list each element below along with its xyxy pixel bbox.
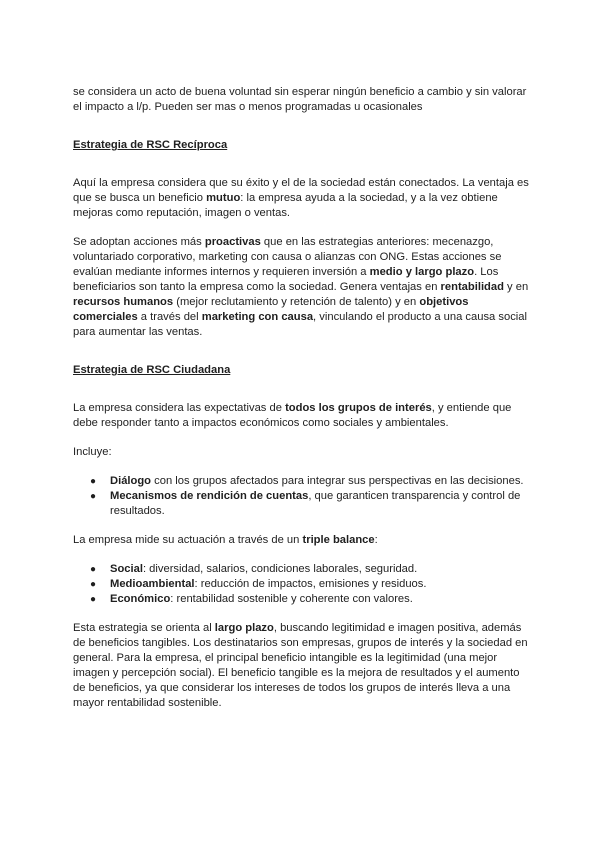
bold-term: rentabilidad (440, 281, 504, 293)
text-run: : diversidad, salarios, condiciones laborales, seguridad. (142, 563, 418, 575)
text-run: : la empresa ayuda a la sociedad, y a la vez obtiene mejoras como reputación, imagen o ventas. (73, 192, 498, 219)
bold-term: recursos humanos (73, 296, 174, 308)
bold-term: Diálogo (110, 475, 152, 487)
reciproca-paragraph-2 (73, 235, 531, 340)
bold-term: objetivos comerciales (73, 296, 469, 323)
bullet-icon: ● (90, 491, 97, 502)
ciudadana-paragraph-3 (73, 621, 531, 711)
bold-term: Social (110, 563, 143, 575)
bold-term: medio y largo plazo (369, 266, 475, 278)
bullet-icon: ● (90, 476, 97, 487)
triple-balance-list (73, 562, 531, 607)
bold-term: Mecanismos de rendición de cuentas (110, 490, 309, 502)
incluye-list (73, 474, 531, 519)
bullet-icon: ● (90, 594, 97, 605)
heading-ciudadana: Estrategia de RSC Ciudadana (73, 364, 231, 376)
bullet-icon: ● (90, 579, 97, 590)
heading-reciproca: Estrategia de RSC Recíproca (73, 139, 228, 151)
list-item (73, 562, 531, 577)
list-item (73, 474, 531, 489)
document-page (73, 85, 531, 711)
list-item (73, 592, 531, 607)
ciudadana-paragraph-2 (73, 533, 531, 548)
text-run: , buscando legitimidad e imagen positiva, además de beneficios tangibles. Los destinatarios son empresas, grupos de interés y la sociedad en general. Para la empresa, el principal beneficio intangible es la legitimidad (una mejor imagen y percepción social). El beneficio tangible es la mejora de resultados y el aumento de beneficios, ya que considerar los intereses de todos los grupos de interés lleva a una mayor rentabilidad sostenible. (73, 622, 528, 709)
text-run: : rentabilidad sostenible y coherente con valores. (170, 593, 413, 605)
list-item (73, 489, 531, 519)
intro-paragraph: se considera un acto de buena voluntad sin esperar ningún beneficio a cambio y sin valorar el impacto a l/p. Pueden ser mas o menos programadas u ocasionales (73, 86, 527, 113)
text-run: a través del (137, 311, 202, 323)
bold-term: marketing con causa (201, 311, 314, 323)
text-run: . Los beneficiarios son tanto la empresa como la sociedad. Genera ventajas en (73, 266, 499, 293)
bold-term: proactivas (204, 236, 261, 248)
bold-term: mutuo (206, 192, 241, 204)
text-run: Aquí la empresa considera que su éxito y el de la sociedad están conectados. La ventaja es que se busca un beneficio (73, 177, 529, 204)
text-run: y en (503, 281, 529, 293)
bold-term: largo plazo (214, 622, 274, 634)
text-run: con los grupos afectados para integrar sus perspectivas en las decisiones. (151, 475, 524, 487)
incluye-label: Incluye: (73, 446, 112, 458)
bold-term: Económico (110, 593, 171, 605)
text-run: Se adoptan acciones más (73, 236, 205, 248)
text-run: : (374, 534, 378, 546)
bold-term: todos los grupos de interés (285, 402, 432, 414)
text-run: La empresa mide su actuación a través de un (73, 534, 303, 546)
bold-term: Medioambiental (110, 578, 195, 590)
text-run: La empresa considera las expectativas de (73, 402, 286, 414)
text-run: , vinculando el producto a una causa social para aumentar las ventas. (73, 311, 527, 338)
bullet-icon: ● (90, 564, 97, 575)
text-run: , que garanticen transparencia y control de resultados. (110, 490, 521, 517)
text-run: : reducción de impactos, emisiones y residuos. (194, 578, 427, 590)
text-run: (mejor reclutamiento y retención de talento) y en (173, 296, 420, 308)
text-run: , y entiende que debe responder tanto a impactos económicos como sociales y ambientales. (73, 402, 512, 429)
text-run: que en las estrategias anteriores: mecenazgo, voluntariado corporativo, marketing con causa o alianzas con ONG. Estas acciones se evalúan mediante informes internos y requieren inversión a (73, 236, 502, 278)
text-run: Esta estrategia se orienta al (73, 622, 215, 634)
bold-term: triple balance (302, 534, 375, 546)
ciudadana-paragraph-1 (73, 401, 531, 431)
list-item (73, 577, 531, 592)
reciproca-paragraph-1 (73, 176, 531, 221)
